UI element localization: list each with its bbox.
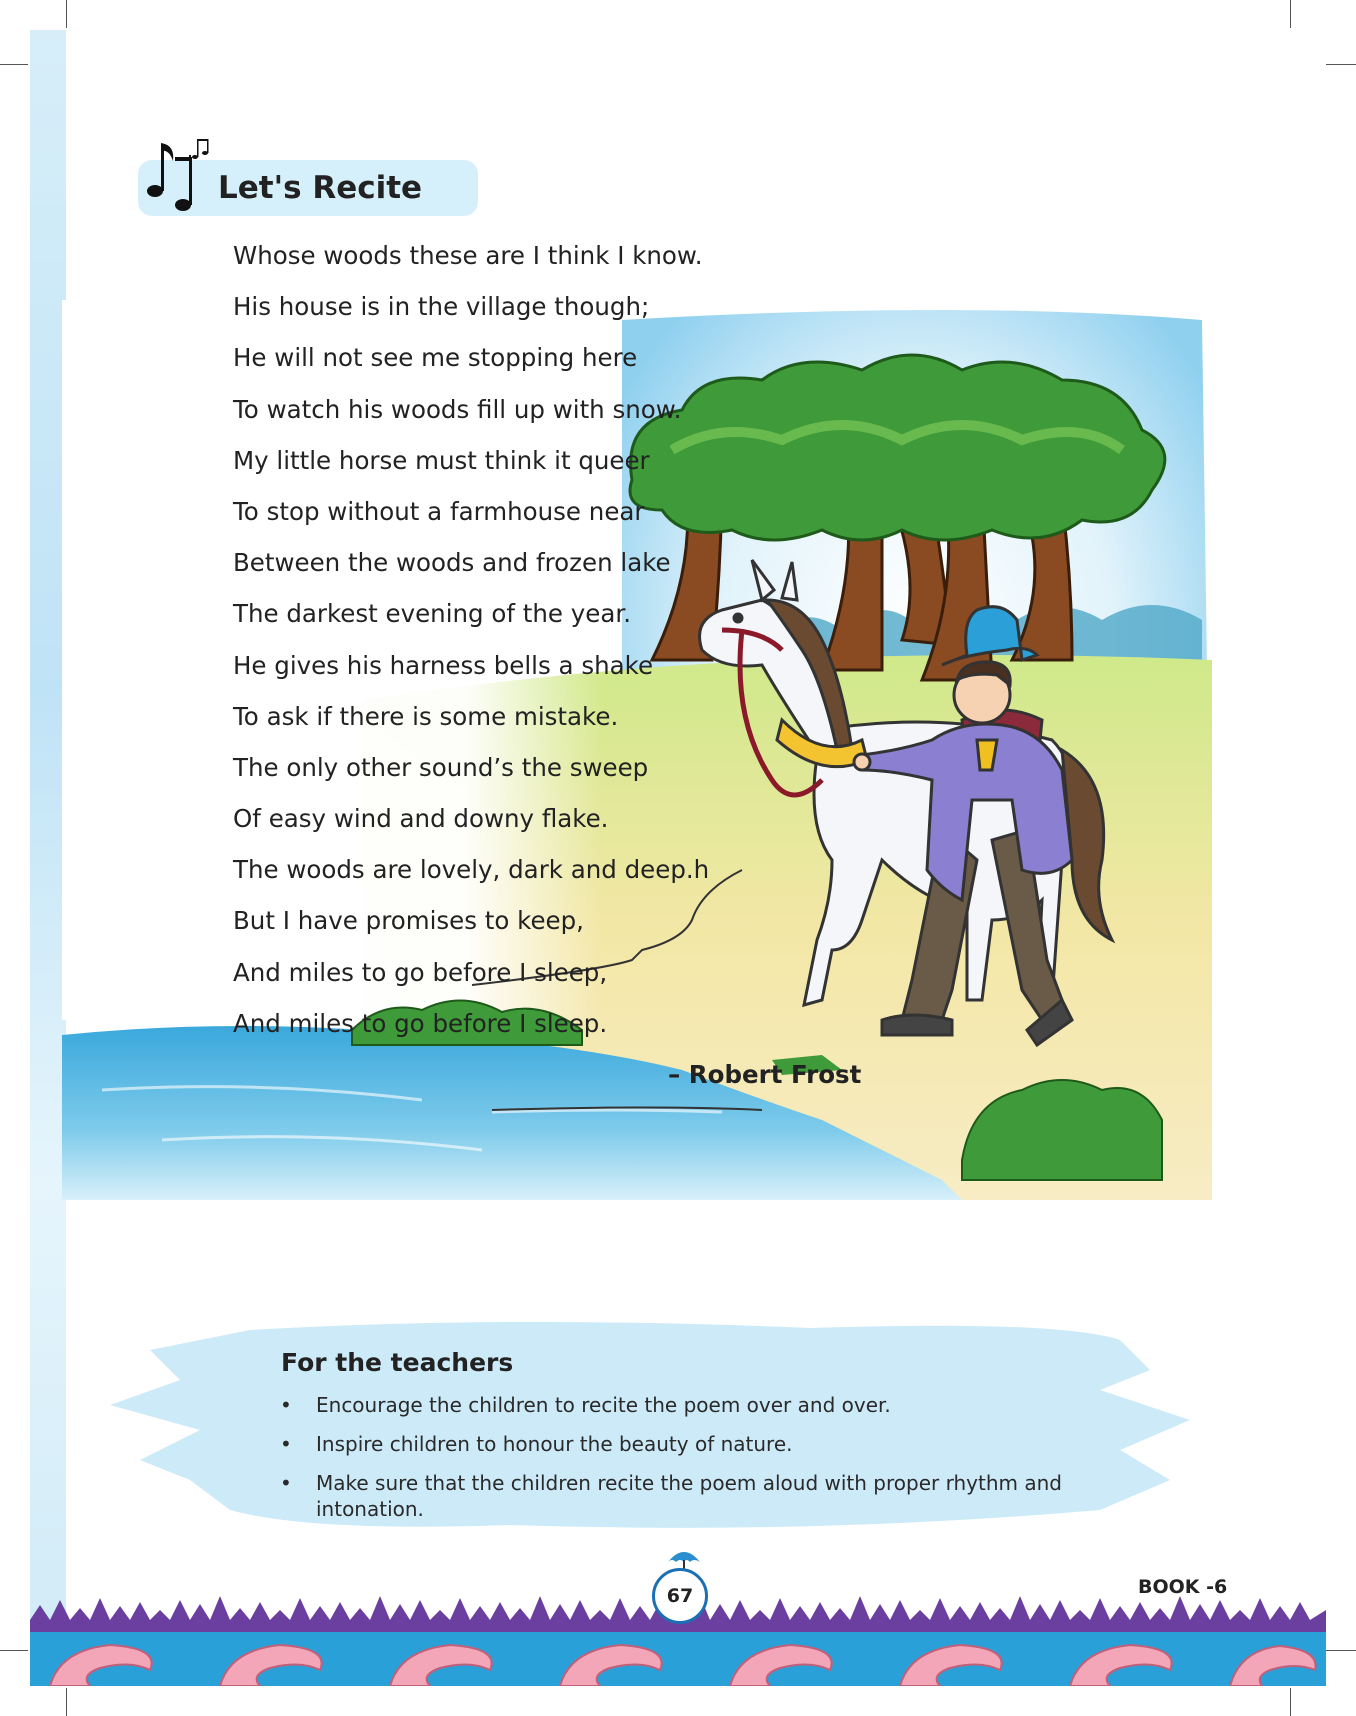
section-title: Let's Recite (218, 170, 423, 206)
crop-mark (66, 0, 67, 28)
list-item-text: Inspire children to honour the beauty of nature. (316, 1432, 793, 1456)
poem-author: – Robert Frost (668, 1060, 862, 1089)
bullet: • (280, 1393, 292, 1417)
tree-canopy (630, 355, 1165, 540)
left-cloud-strip (30, 30, 66, 1680)
list-item (280, 1431, 1100, 1457)
crop-mark (1290, 1688, 1291, 1716)
crop-mark (0, 1650, 28, 1651)
music-notes-icon (145, 135, 213, 215)
poem-line: He gives his harness bells a shake (233, 650, 654, 680)
crop-mark (0, 64, 28, 65)
bullet: • (280, 1471, 292, 1495)
list-item (280, 1392, 1100, 1418)
list-item (280, 1470, 1100, 1522)
bullet: • (280, 1432, 292, 1456)
teacher-note-title: For the teachers (281, 1348, 514, 1377)
poem-line: Of easy wind and downy flake. (233, 804, 609, 834)
crop-mark (1290, 0, 1291, 28)
crop-mark (1326, 64, 1356, 65)
poem-line: To watch his woods fill up with snow. (233, 394, 682, 424)
poem-line: And miles to go before I sleep. (233, 1008, 608, 1038)
poem-line: The darkest evening of the year. (233, 599, 631, 629)
poem (233, 236, 709, 1055)
poem-line: My little horse must think it queer (233, 445, 650, 475)
page-number: 67 (652, 1568, 708, 1624)
poem-line: He will not see me stopping here (233, 343, 638, 373)
list-item-text: Encourage the children to recite the poem over and over. (316, 1393, 891, 1417)
poem-line: The only other sound’s the sweep (233, 752, 649, 782)
poem-line: His house is in the village though; (233, 292, 650, 322)
teacher-note-list (280, 1392, 1100, 1535)
poem-line: And miles to go before I sleep, (233, 957, 608, 987)
crop-mark (66, 1688, 67, 1716)
poem-line: To stop without a farmhouse near (233, 496, 645, 526)
list-item-text: Make sure that the children recite the poem aloud with proper rhythm and intonation. (316, 1471, 1062, 1521)
poem-line: Between the woods and frozen lake (233, 548, 671, 578)
poem-line: To ask if there is some mistake. (233, 701, 619, 731)
poem-line: Whose woods these are I think I know. (233, 241, 703, 270)
poem-line: The woods are lovely, dark and deep.h (233, 855, 710, 885)
book-label: BOOK -6 (1138, 1576, 1228, 1598)
crop-mark (1326, 1650, 1356, 1651)
poem-line: But I have promises to keep, (233, 906, 584, 936)
